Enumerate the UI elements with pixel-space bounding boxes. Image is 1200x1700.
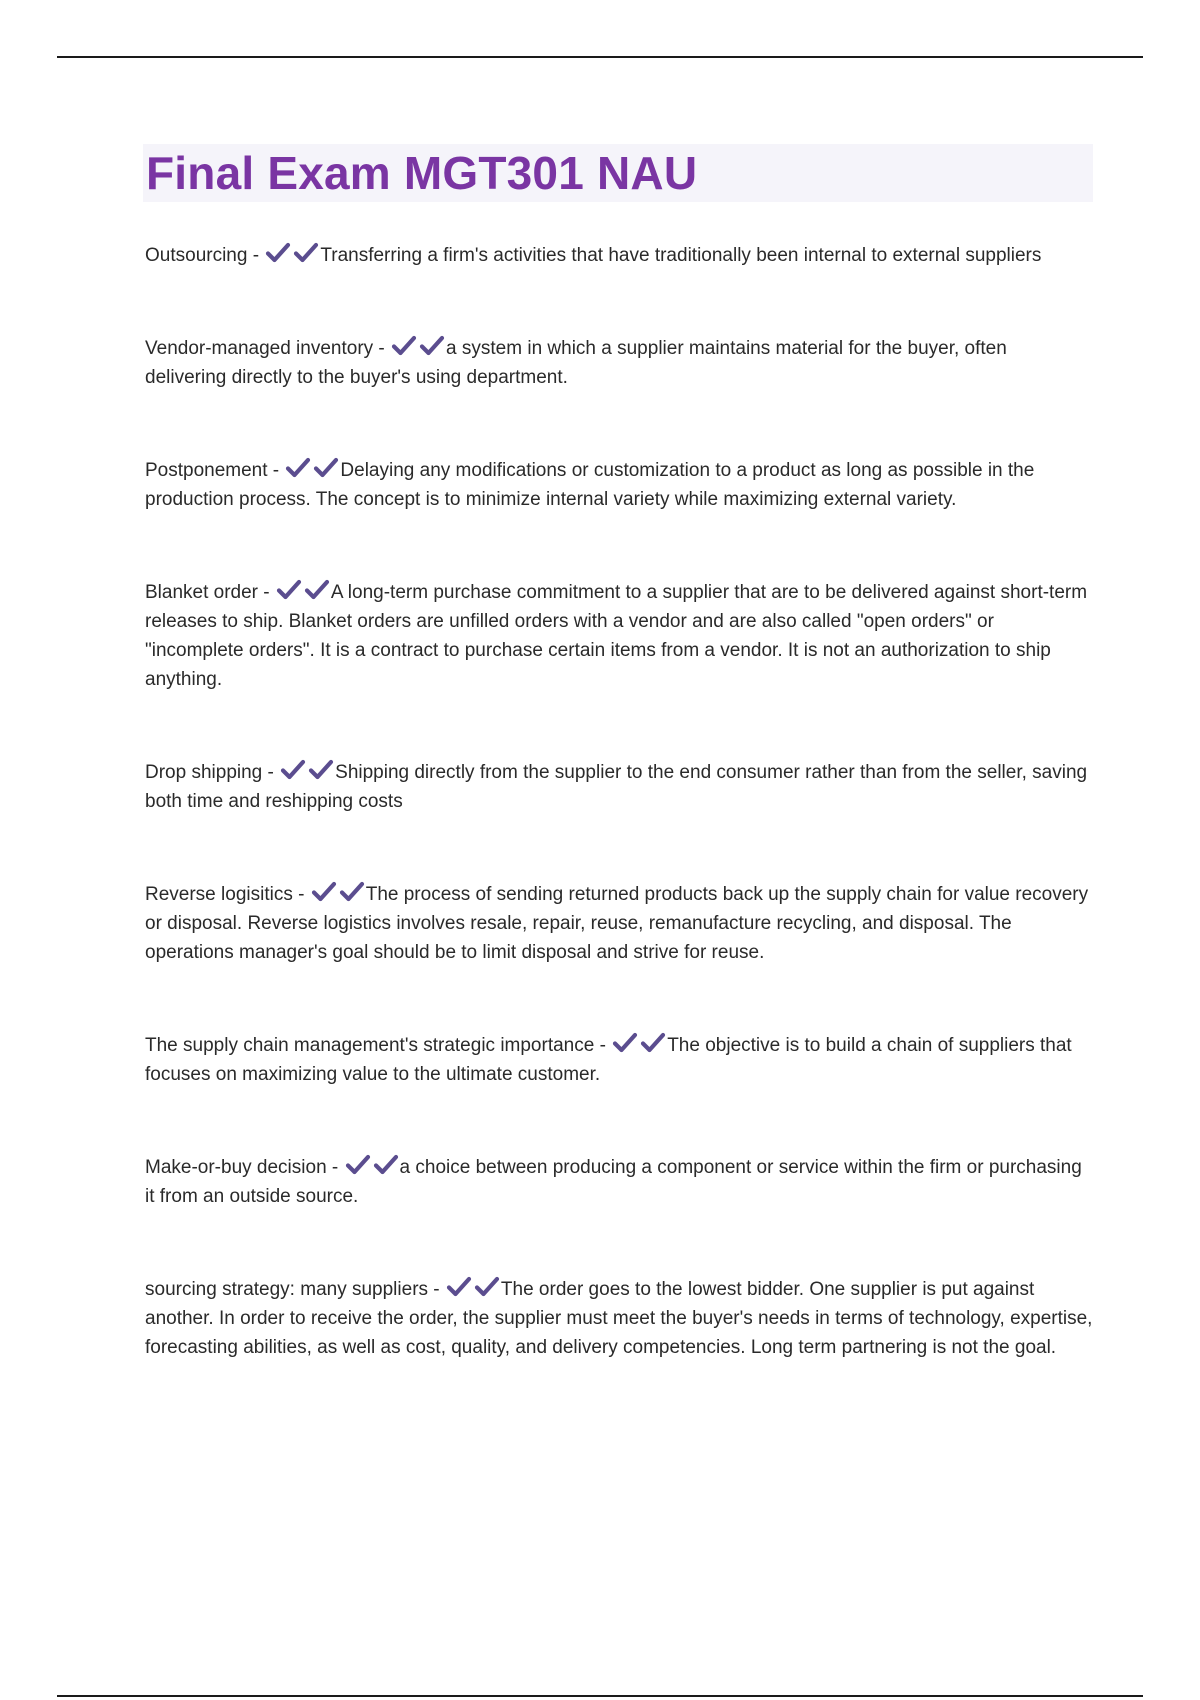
term: Drop shipping <box>145 762 263 783</box>
checkmark-icon <box>474 1276 500 1298</box>
checkmark-icon <box>446 1276 472 1298</box>
term: The supply chain management's strategic importance <box>145 1035 595 1056</box>
definition: a system in which a supplier maintains material for the buyer, often delivering directly to the buyer's using department. <box>145 338 1007 388</box>
flashcard-entry <box>145 758 1093 816</box>
flashcard-entry <box>145 578 1093 694</box>
flashcard-entry <box>145 1275 1093 1362</box>
definition: The process of sending returned products back up the supply chain for value recovery or disposal. Reverse logistics involves resale, repair, reuse, remanufacture recycling, and disposal. The operations manager's goal should be to limit disposal and strive for reuse. <box>145 884 1089 963</box>
checkmark-icon <box>391 335 417 357</box>
flashcard-list <box>143 241 1093 1362</box>
checkmark-icon <box>280 759 306 781</box>
term: Vendor-managed inventory <box>145 338 374 359</box>
definition: The order goes to the lowest bidder. One supplier is put against another. In order to receive the order, the supplier must meet the buyer's needs in terms of technology, expertise, forecasting abilities, as well as cost, quality, and delivery competencies. Long term partnering is not the goal. <box>145 1279 1093 1358</box>
checkmark-icon <box>293 242 319 264</box>
flashcard-entry <box>145 880 1093 967</box>
checkmark-icon <box>311 881 337 903</box>
checkmark-icon <box>304 579 330 601</box>
checkmark-icon <box>419 335 445 357</box>
checkmark-icon <box>276 579 302 601</box>
term: Outsourcing <box>145 245 248 266</box>
checkmark-icon <box>265 242 291 264</box>
separator: - <box>428 1279 445 1300</box>
separator: - <box>292 884 310 905</box>
bottom-rule <box>57 1695 1143 1697</box>
separator: - <box>267 460 285 481</box>
term: Blanket order <box>145 582 259 603</box>
term: Make-or-buy decision <box>145 1157 327 1178</box>
flashcard-entry <box>145 456 1093 514</box>
separator: - <box>247 245 265 266</box>
definition: a choice between producing a component or service within the firm or purchasing it from an outside source. <box>145 1157 1082 1207</box>
definition: Delaying any modifications or customization to a product as long as possible in the production process. The concept is to minimize internal variety while maximizing external variety. <box>145 460 1035 510</box>
term: Postponement <box>145 460 268 481</box>
flashcard-entry <box>145 241 1093 270</box>
definition: A long-term purchase commitment to a supplier that are to be delivered against short-term releases to ship. Blanket orders are unfilled orders with a vendor and are also called "open orders" or "incomplete orders". It is a contract to purchase certain items from a vendor. It is not an authorization to ship anything. <box>145 582 1088 690</box>
title-band <box>143 144 1093 202</box>
checkmark-icon <box>308 759 334 781</box>
checkmark-icon <box>285 457 311 479</box>
separator: - <box>326 1157 344 1178</box>
definition: Transferring a firm's activities that have traditionally been internal to external suppliers <box>320 245 1042 266</box>
definition: The objective is to build a chain of suppliers that focuses on maximizing value to the ultimate customer. <box>145 1035 1072 1085</box>
checkmark-icon <box>339 881 365 903</box>
term: Reverse logisitics <box>145 884 293 905</box>
flashcard-entry <box>145 1031 1093 1089</box>
top-rule <box>57 56 1143 58</box>
separator: - <box>258 582 275 603</box>
flashcard-entry <box>145 334 1093 392</box>
definition: Shipping directly from the supplier to the end consumer rather than from the seller, saving both time and reshipping costs <box>145 762 1088 812</box>
checkmark-icon <box>612 1032 638 1054</box>
term: sourcing strategy: many suppliers <box>145 1279 429 1300</box>
separator: - <box>262 762 280 783</box>
checkmark-icon <box>373 1154 399 1176</box>
page-title: Final Exam MGT301 NAU <box>146 147 698 199</box>
document-content <box>143 144 1093 1426</box>
separator: - <box>594 1035 612 1056</box>
checkmark-icon <box>640 1032 666 1054</box>
flashcard-entry <box>145 1153 1093 1211</box>
checkmark-icon <box>313 457 339 479</box>
separator: - <box>373 338 391 359</box>
checkmark-icon <box>345 1154 371 1176</box>
